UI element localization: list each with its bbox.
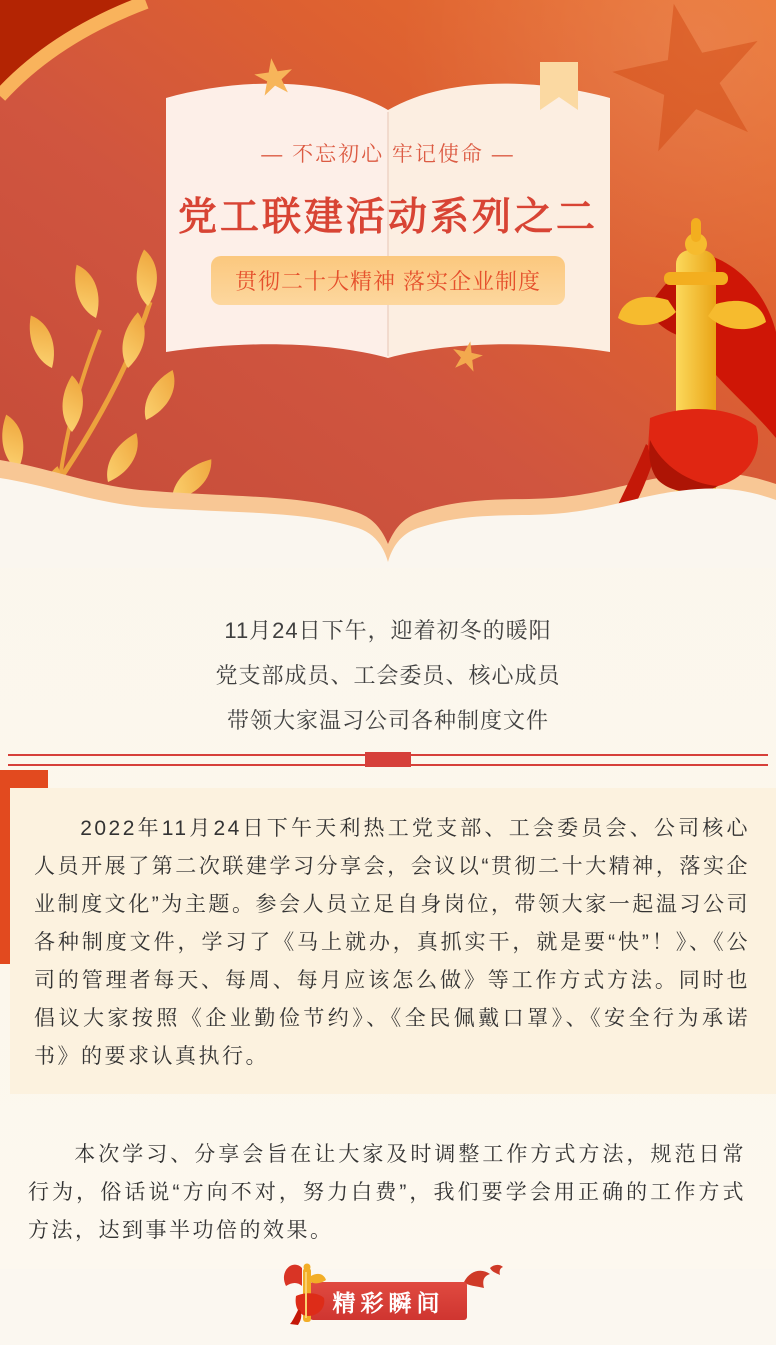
intro-section	[0, 568, 776, 743]
article-card	[10, 788, 776, 1094]
intro-line: 带领大家温习公司各种制度文件	[226, 708, 549, 733]
corner-bracket	[0, 770, 10, 964]
gallery-button-label: 精彩瞬间	[332, 1289, 445, 1316]
paragraph: 2022年11月24日下午天利热工党支部、工会委员会、公司核心人员开展了第二次联建学习分享会，会议以“贯彻二十大精神，落实企业制度文化”为主题。参会人员立足自身岗位，带领大家一起温习公司各种制度文件，学习了《马上就办，真抓实干，就是要“快”！》、《公司的管理者每天、每周、每月应该怎么做》等工作方式方法。同时也倡议大家按照《企业勤俭节约》、《全民佩戴口罩》、《安全行为承诺书》的要求认真执行。	[34, 817, 750, 1068]
footer	[0, 1250, 776, 1345]
intro-line: 11月24日下午，迎着初冬的暖阳	[224, 618, 552, 643]
paragraph-section	[0, 1136, 776, 1250]
banner-badge: 贯彻二十大精神 落实企业制度	[211, 256, 565, 305]
banner-slogan: — 不忘初心 牢记使命 —	[261, 143, 515, 166]
gallery-button[interactable]	[310, 1282, 467, 1320]
section-divider	[8, 751, 768, 767]
pillar-icon	[282, 1262, 332, 1326]
paragraph: 本次学习、分享会旨在让大家及时调整工作方式方法，规范日常行为，俗话说“方向不对，努力白费”，我们要学会用正确的工作方式方法，达到事半功倍的效果。	[28, 1143, 746, 1242]
divider-center-block	[365, 752, 411, 767]
corner-bracket	[0, 770, 48, 788]
article-section	[0, 788, 776, 1094]
intro-line: 党支部成员、工会委员、核心成员	[215, 663, 561, 688]
banner	[0, 0, 776, 568]
banner-title: 党工联建活动系列之二	[177, 196, 598, 239]
